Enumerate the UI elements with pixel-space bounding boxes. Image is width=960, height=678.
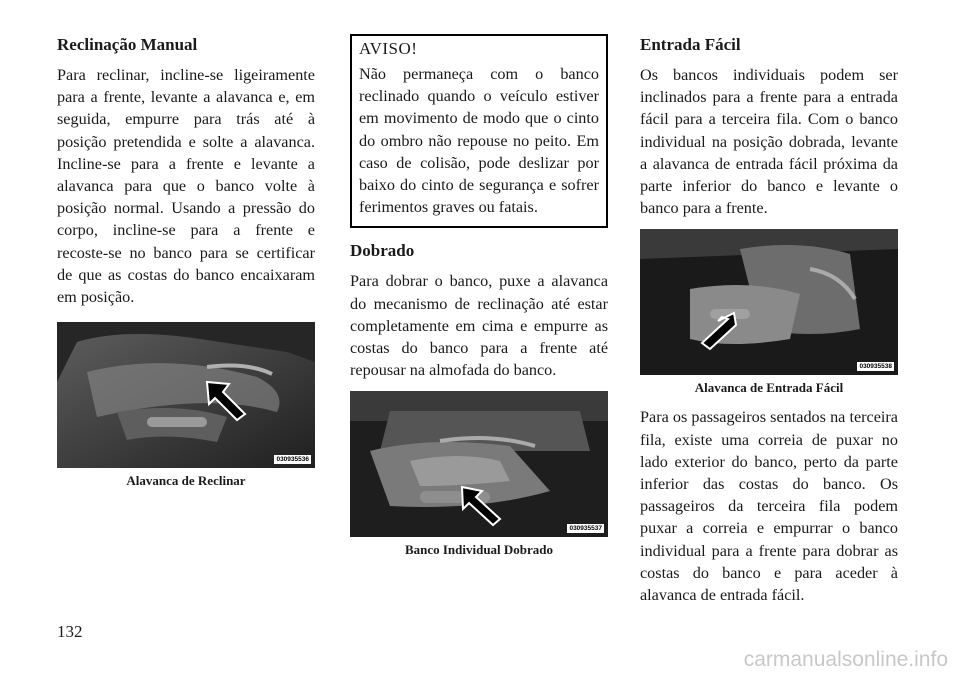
figure-folded-seat	[350, 391, 608, 558]
figure-caption: Banco Individual Dobrado	[404, 542, 554, 558]
folded-paragraph: Para dobrar o banco, puxe a alavanca do mecanismo de reclinação até estar completamente em cima e empurre as costas do banco para a frente até repousar na almofada do banco.	[350, 272, 608, 380]
easy-entry-lever-photo	[640, 229, 898, 375]
folded-seat-illustration	[350, 391, 608, 537]
figure-code: 030935538	[859, 363, 892, 371]
figure-recline-lever	[57, 322, 315, 489]
reclining-paragraph: Para reclinar, incline-se ligeiramente para a frente, levante a alavanca e, em seguida, empurre para trás até à posição pretendida e solte a alavanca. Incline-se para a frente e levante a alavanca para que o banco volte à posição normal. Usando a pressão do corpo, incline-se para a frente e recoste-se no banco para se certificar de que as costas do banco encaixaram em posição.	[57, 66, 315, 307]
warning-text: Não permaneça com o banco reclinado quando o veículo estiver em movimento de modo que o cinto do ombro não repouse no peito. Em caso de colisão, pode deslizar por baixo do cinto de segurança e sofrer ferimentos graves ou fatais.	[359, 65, 599, 217]
recline-lever-illustration	[57, 322, 315, 468]
figure-code: 030935537	[569, 525, 602, 533]
third-row-paragraph: Para os passageiros sentados na terceira fila, existe uma correia de puxar no lado exterior do banco, perto da parte inferior das costas do banco. Os passageiros da terceira fila podem puxar a correia e empurrar o banco individual para a frente para dobrar as costas do banco e para aceder à alavanca de entrada fácil.	[640, 408, 898, 605]
watermark: carmanualsonline.info	[743, 648, 948, 671]
easy-entry-illustration	[640, 229, 898, 375]
easy-entry-paragraph: Os bancos individuais podem ser inclinados para a frente para a entrada fácil para a terceira fila. Com o banco individual na posição dobrada, levante a alavanca de entrada fácil próxima da parte inferior do banco e levante o banco para a frente.	[640, 66, 898, 218]
folded-seat-photo	[350, 391, 608, 537]
column-reclining	[57, 34, 315, 489]
warning-title: AVISO!	[359, 39, 418, 58]
column-folding	[350, 34, 608, 558]
recline-lever-photo	[57, 322, 315, 468]
section-heading-folded: Dobrado	[350, 241, 415, 261]
page-number: 132	[57, 622, 83, 641]
section-heading-reclining: Reclinação Manual	[57, 35, 198, 54]
figure-caption: Alavanca de Entrada Fácil	[694, 380, 844, 396]
figure-caption: Alavanca de Reclinar	[126, 473, 246, 489]
figure-code: 030935536	[276, 456, 309, 464]
warning-box	[350, 34, 608, 228]
column-easy-entry	[640, 34, 898, 606]
section-heading-easy-entry: Entrada Fácil	[640, 35, 741, 54]
figure-easy-entry-lever	[640, 229, 898, 396]
